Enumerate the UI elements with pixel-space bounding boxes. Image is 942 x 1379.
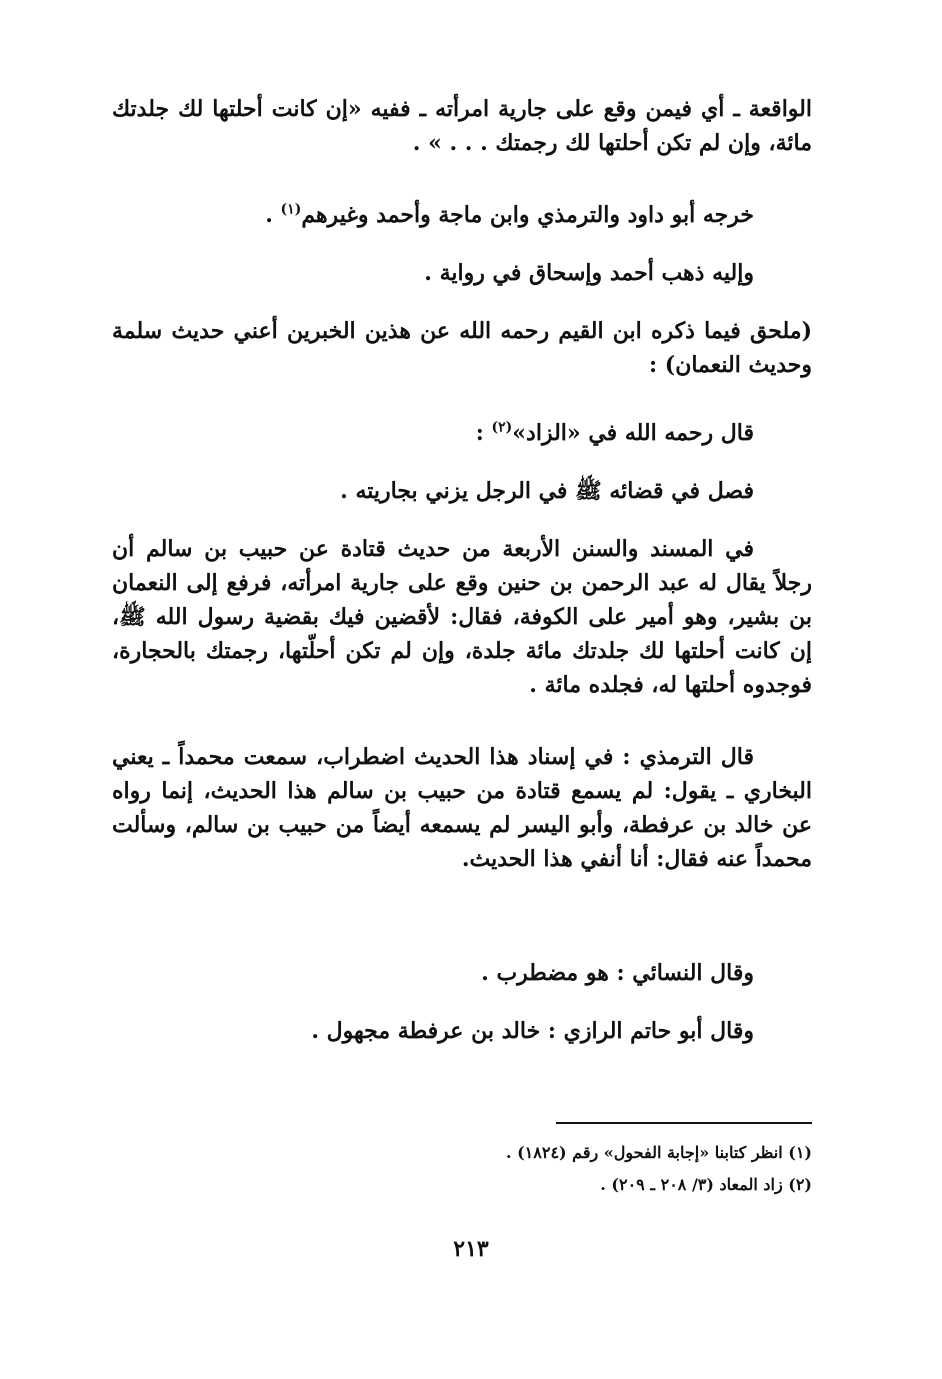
paragraph-2-tail: . bbox=[265, 202, 281, 228]
footnote-2: (٢) زاد المعاد (٣/ ٢٠٨ ـ ٢٠٩) . bbox=[600, 1175, 812, 1194]
footnote-mark-2: (٢) bbox=[491, 419, 513, 436]
footnote-1: (١) انظر كتابنا «إجابة الفحول» رقم (١٨٢٤) . bbox=[505, 1143, 812, 1162]
footnote-separator bbox=[556, 1122, 812, 1124]
paragraph-7: في المسند والسنن الأربعة من حديث قتادة عن حبيب بن سالم أن رجلاً يقال له عبد الرحمن بن حنين وقع على جارية امرأته، فرفع إلى النعمان بن بشير، وهو أمير على الكوفة، فقال: لأقضين فيك بقضية رسول الله ﷺ، إن كانت أحلتها لك جلدتك مائة جلدة، وإن لم تكن أحلّتها، رجمتك بالحجارة، فوجدوه أحلتها له، فجلده مائة . bbox=[112, 536, 812, 699]
paragraph-4: (ملحق فيما ذكره ابن القيم رحمه الله عن هذين الخبرين أعني حديث سلمة وحديث النعمان) : bbox=[112, 318, 812, 379]
paragraph-6: فصل في قضائه ﷺ في الرجل يزني بجاريته . bbox=[340, 478, 754, 504]
footnote-mark-1: (١) bbox=[280, 201, 302, 218]
page-number: ٢١٣ bbox=[453, 1236, 489, 1262]
paragraph-5 bbox=[112, 416, 812, 450]
paragraph-5-text: قال رحمه الله في «الزاد» bbox=[512, 420, 754, 446]
paragraph-10: وقال أبو حاتم الرازي : خالد بن عرفطة مجهول . bbox=[311, 1018, 754, 1044]
paragraph-1: الواقعة ـ أي فيمن وقع على جارية امرأته ـ ففيه «إن كانت أحلتها لك جلدتك مائة، وإن لم تكن أحلتها لك رجمتك . . . » . bbox=[112, 96, 812, 157]
paragraph-5-tail: : bbox=[475, 420, 492, 446]
paragraph-2 bbox=[112, 198, 812, 232]
paragraph-2-text: خرجه أبو داود والترمذي وابن ماجة وأحمد وغيرهم bbox=[301, 202, 754, 228]
paragraph-9: وقال النسائي : هو مضطرب . bbox=[481, 960, 754, 986]
paragraph-3: وإليه ذهب أحمد وإسحاق في رواية . bbox=[424, 260, 754, 286]
paragraph-8: قال الترمذي : في إسناد هذا الحديث اضطراب، سمعت محمداً ـ يعني البخاري ـ يقول: لم يسمع قتادة من حبيب بن سالم هذا الحديث، إنما رواه عن خالد بن عرفطة، وأبو اليسر لم يسمعه أيضاً من حبيب بن سالم، وسألت محمداً عنه فقال: أنا أنفي هذا الحديث. bbox=[112, 744, 812, 873]
